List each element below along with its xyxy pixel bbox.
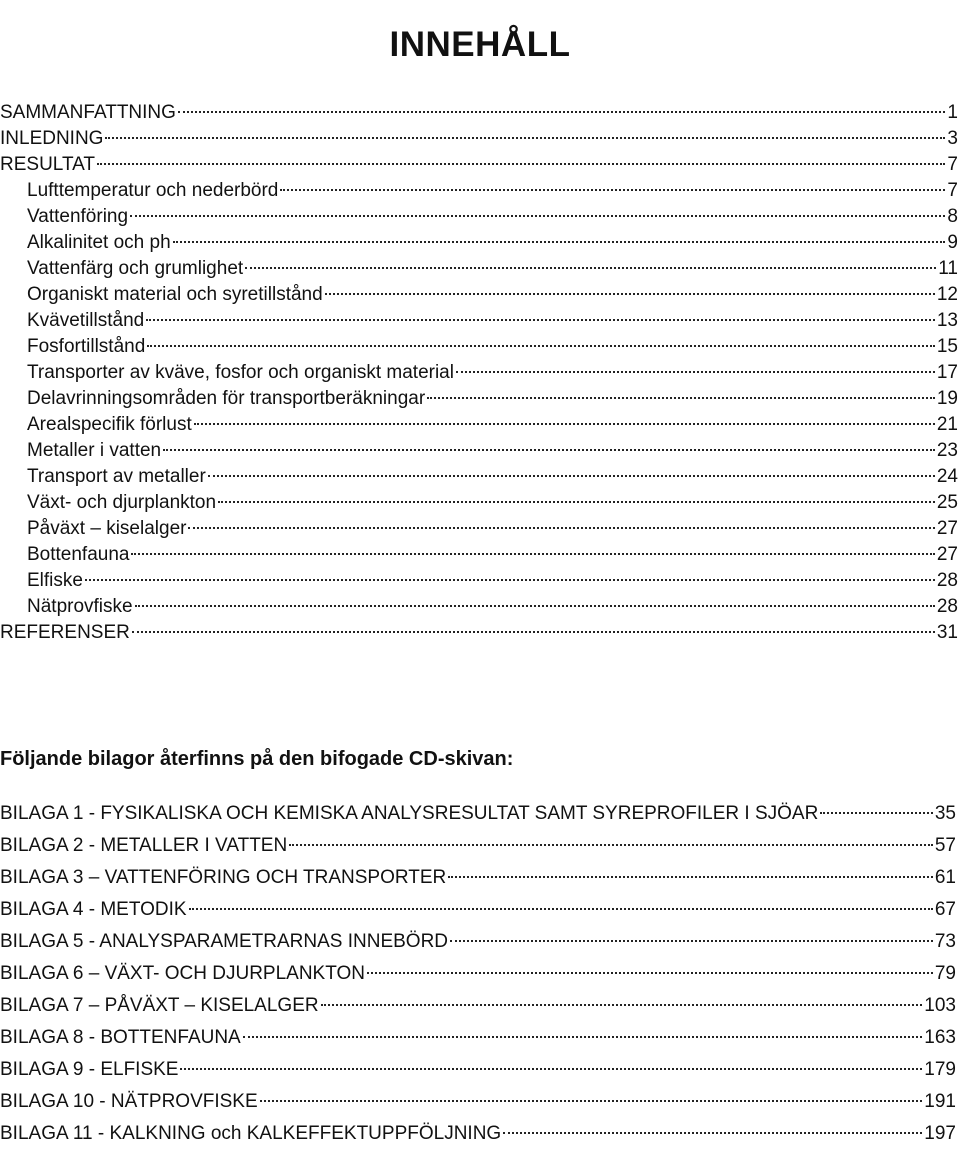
- appendix-entry[interactable]: [0, 1022, 956, 1054]
- entry-page-number: 13: [936, 310, 958, 331]
- dot-leader: [132, 631, 935, 633]
- entry-label: SAMMANFATTNING: [0, 102, 176, 123]
- dot-leader: [448, 876, 933, 878]
- entry-page-number: 28: [936, 570, 958, 591]
- entry-label: Bottenfauna: [27, 544, 130, 565]
- toc-entry[interactable]: [0, 152, 958, 178]
- entry-label: BILAGA 3 – VATTENFÖRING OCH TRANSPORTER: [0, 867, 447, 888]
- appendix-entry[interactable]: [0, 958, 956, 990]
- entry-page-number: 197: [924, 1123, 956, 1144]
- entry-label: Delavrinningsområden för transportberäkningar: [27, 388, 426, 409]
- appendix-entry[interactable]: [0, 1118, 956, 1150]
- toc-entry[interactable]: [0, 360, 958, 386]
- entry-page-number: 57: [934, 835, 956, 856]
- dot-leader: [163, 449, 935, 451]
- entry-page-number: 17: [936, 362, 958, 383]
- toc-entry[interactable]: [0, 438, 958, 464]
- toc-entry[interactable]: [0, 412, 958, 438]
- entry-label: Kvävetillstånd: [27, 310, 145, 331]
- dot-leader: [180, 1068, 922, 1070]
- entry-label: Fosfortillstånd: [27, 336, 146, 357]
- appendix-entry[interactable]: [0, 830, 956, 862]
- entry-page-number: 28: [936, 596, 958, 617]
- dot-leader: [189, 908, 933, 910]
- dot-leader: [97, 163, 945, 165]
- dot-leader: [178, 111, 945, 113]
- toc-entry[interactable]: [0, 490, 958, 516]
- dot-leader: [147, 345, 935, 347]
- dot-leader: [208, 475, 935, 477]
- dot-leader: [456, 371, 935, 373]
- entry-label: Elfiske: [27, 570, 83, 591]
- entry-page-number: 24: [936, 466, 958, 487]
- dot-leader: [289, 844, 933, 846]
- appendix-entry[interactable]: [0, 1054, 956, 1086]
- entry-page-number: 103: [924, 995, 956, 1016]
- dot-leader: [131, 553, 934, 555]
- entry-label: BILAGA 7 – PÅVÄXT – KISELALGER: [0, 995, 319, 1016]
- entry-label: Transporter av kväve, fosfor och organiskt material: [27, 362, 454, 383]
- entry-page-number: 61: [934, 867, 956, 888]
- dot-leader: [280, 189, 945, 191]
- entry-page-number: 1: [947, 102, 958, 123]
- entry-label: Växt- och djurplankton: [27, 492, 217, 513]
- entry-label: Påväxt – kiselalger: [27, 518, 187, 539]
- dot-leader: [194, 423, 935, 425]
- entry-page-number: 35: [934, 803, 956, 824]
- appendix-entry[interactable]: [0, 894, 956, 926]
- dot-leader: [146, 319, 935, 321]
- toc-entry[interactable]: [0, 542, 958, 568]
- entry-page-number: 31: [936, 622, 958, 643]
- entry-page-number: 21: [936, 414, 958, 435]
- dot-leader: [260, 1100, 923, 1102]
- entry-page-number: 9: [947, 232, 958, 253]
- entry-label: Organiskt material och syretillstånd: [27, 284, 323, 305]
- entry-label: BILAGA 11 - KALKNING och KALKEFFEKTUPPFÖLJNING: [0, 1123, 502, 1144]
- toc-entry[interactable]: [0, 594, 958, 620]
- dot-leader: [173, 241, 946, 243]
- toc-entry[interactable]: [0, 126, 958, 152]
- entry-page-number: 79: [934, 963, 956, 984]
- appendix-entry[interactable]: [0, 1086, 956, 1118]
- toc-entry[interactable]: [0, 230, 958, 256]
- toc-entry[interactable]: [0, 100, 958, 126]
- appendix-entry[interactable]: [0, 798, 956, 830]
- entry-label: Metaller i vatten: [27, 440, 162, 461]
- dot-leader: [130, 215, 945, 217]
- dot-leader: [321, 1004, 923, 1006]
- entry-label: Lufttemperatur och nederbörd: [27, 180, 279, 201]
- entry-page-number: 7: [947, 154, 958, 175]
- toc-entry[interactable]: [0, 282, 958, 308]
- appendix-list: [0, 798, 956, 1150]
- toc-entry[interactable]: [0, 256, 958, 282]
- entry-page-number: 67: [934, 899, 956, 920]
- dot-leader: [325, 293, 935, 295]
- toc-entry[interactable]: [0, 464, 958, 490]
- entry-label: BILAGA 2 - METALLER I VATTEN: [0, 835, 288, 856]
- toc-entry[interactable]: [0, 516, 958, 542]
- dot-leader: [503, 1132, 922, 1134]
- entry-page-number: 191: [924, 1091, 956, 1112]
- entry-page-number: 179: [924, 1059, 956, 1080]
- toc-entry[interactable]: [0, 204, 958, 230]
- entry-label: BILAGA 9 - ELFISKE: [0, 1059, 179, 1080]
- dot-leader: [450, 940, 933, 942]
- toc-entry[interactable]: [0, 334, 958, 360]
- dot-leader: [245, 267, 936, 269]
- entry-label: BILAGA 5 - ANALYSPARAMETRARNAS INNEBÖRD: [0, 931, 449, 952]
- entry-label: RESULTAT: [0, 154, 96, 175]
- entry-label: Alkalinitet och ph: [27, 232, 171, 253]
- appendix-entry[interactable]: [0, 926, 956, 958]
- dot-leader: [105, 137, 945, 139]
- toc-entry[interactable]: [0, 178, 958, 204]
- entry-label: BILAGA 10 - NÄTPROVFISKE: [0, 1091, 258, 1112]
- entry-label: BILAGA 1 - FYSIKALISKA OCH KEMISKA ANALYSRESULTAT SAMT SYREPROFILER I SJÖAR: [0, 803, 819, 824]
- dot-leader: [218, 501, 935, 503]
- entry-page-number: 27: [936, 544, 958, 565]
- dot-leader: [188, 527, 934, 529]
- entry-label: BILAGA 6 – VÄXT- OCH DJURPLANKTON: [0, 963, 365, 984]
- entry-label: Nätprovfiske: [27, 596, 133, 617]
- entry-label: Arealspecifik förlust: [27, 414, 192, 435]
- entry-page-number: 7: [947, 180, 958, 201]
- toc-entry[interactable]: [0, 620, 958, 646]
- entry-page-number: 11: [938, 258, 958, 279]
- entry-label: BILAGA 4 - METODIK: [0, 899, 187, 920]
- entry-page-number: 73: [934, 931, 956, 952]
- dot-leader: [135, 605, 935, 607]
- entry-page-number: 23: [936, 440, 958, 461]
- dot-leader: [820, 812, 933, 814]
- entry-label: Vattenföring: [27, 206, 129, 227]
- page-title: INNEHÅLL: [389, 25, 571, 65]
- entry-page-number: 12: [936, 284, 958, 305]
- dot-leader: [427, 397, 935, 399]
- toc-entry[interactable]: [0, 568, 958, 594]
- dot-leader: [367, 972, 933, 974]
- dot-leader: [85, 579, 935, 581]
- entry-label: Vattenfärg och grumlighet: [27, 258, 244, 279]
- entry-label: INLEDNING: [0, 128, 104, 149]
- entry-label: Transport av metaller: [27, 466, 206, 487]
- entry-page-number: 15: [936, 336, 958, 357]
- entry-page-number: 8: [947, 206, 958, 227]
- entry-label: BILAGA 8 - BOTTENFAUNA: [0, 1027, 241, 1048]
- entry-page-number: 27: [936, 518, 958, 539]
- entry-page-number: 19: [936, 388, 958, 409]
- entry-page-number: 25: [936, 492, 958, 513]
- entry-page-number: 3: [947, 128, 958, 149]
- dot-leader: [243, 1036, 923, 1038]
- toc-entry[interactable]: [0, 386, 958, 412]
- appendix-heading: Följande bilagor återfinns på den bifogade CD-skivan:: [0, 748, 514, 770]
- table-of-contents: [0, 100, 958, 646]
- entry-label: REFERENSER: [0, 622, 130, 643]
- entry-page-number: 163: [924, 1027, 956, 1048]
- appendix-entry[interactable]: [0, 990, 956, 1022]
- appendix-entry[interactable]: [0, 862, 956, 894]
- toc-entry[interactable]: [0, 308, 958, 334]
